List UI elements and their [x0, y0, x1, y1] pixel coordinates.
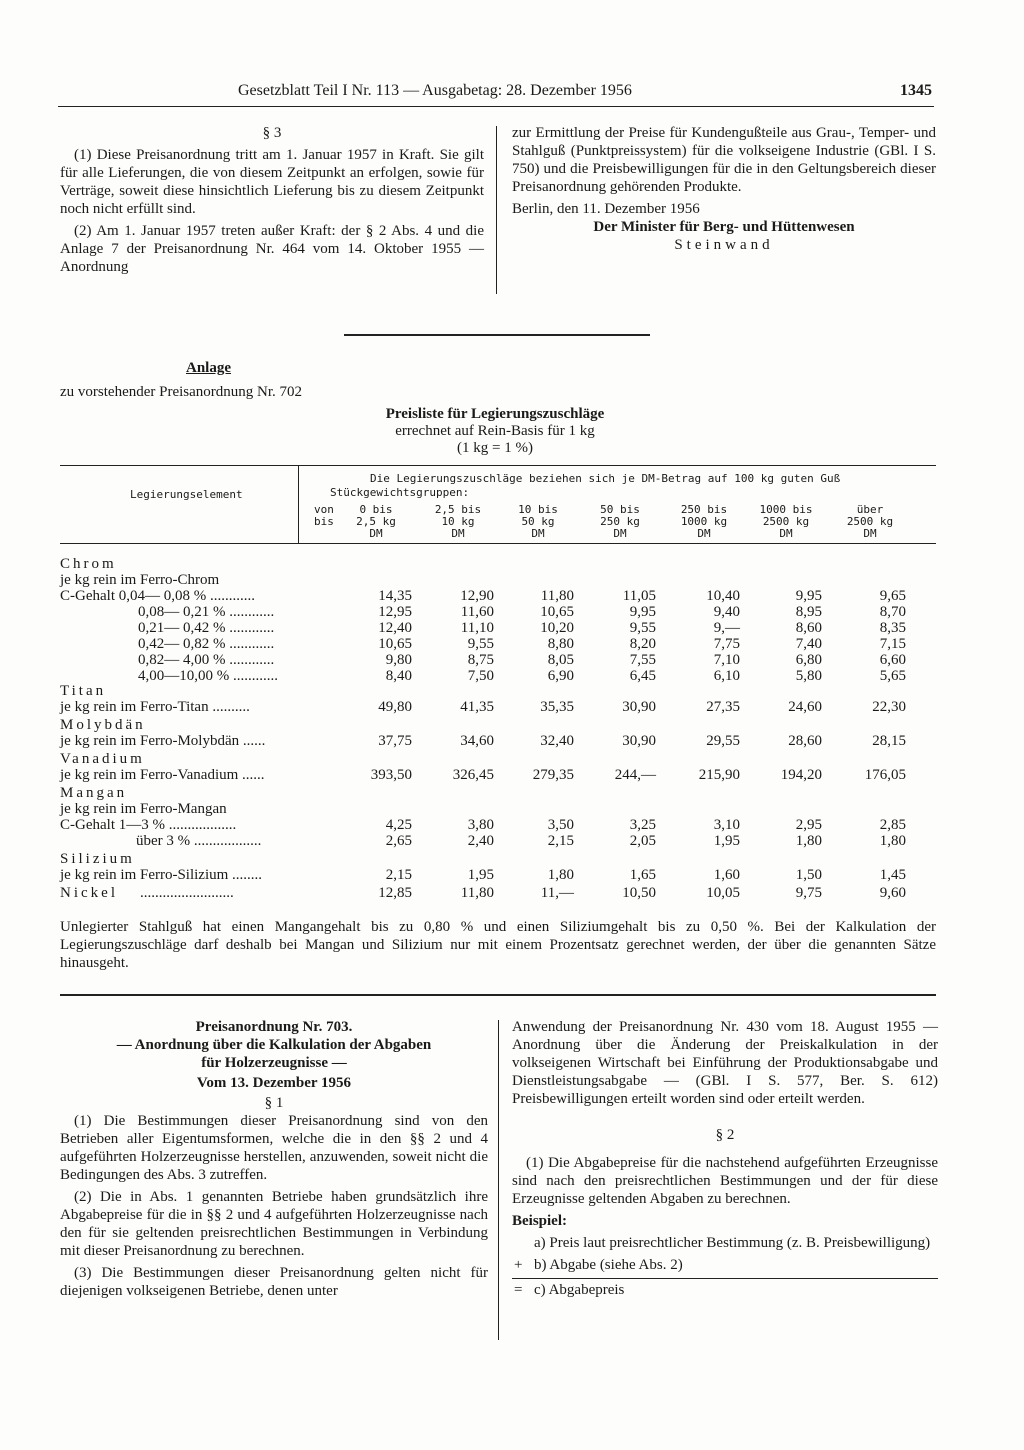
price-cell: 11,05 [622, 588, 656, 604]
von-label: von [314, 503, 334, 516]
price-cell: 9,95 [629, 604, 656, 620]
weight-group-header-2-l3: DM [451, 527, 465, 540]
column-header-element: Legierungselement [130, 488, 243, 501]
group-note: Stückgewichtsgruppen: [330, 486, 470, 499]
price-cell: 10,65 [540, 604, 574, 620]
weight-group-header-1-l3: DM [369, 527, 383, 540]
price-cell: 7,40 [795, 636, 822, 652]
header-rule [58, 106, 934, 107]
price-cell: 9,40 [713, 604, 740, 620]
table-row [60, 604, 936, 621]
price-cell: 2,15 [385, 867, 412, 883]
price-cell: 7,75 [713, 636, 740, 652]
price-cell: 8,40 [385, 668, 412, 684]
price-cell: 2,15 [547, 833, 574, 849]
price-cell: 11,80 [540, 588, 574, 604]
weight-group-header-4-l3: DM [613, 527, 627, 540]
price-cell: 28,60 [788, 733, 822, 749]
titan-group-heading: Titan [60, 683, 107, 699]
table-row [60, 636, 936, 653]
price-cell: 1,50 [795, 867, 822, 883]
price-cell: 9,75 [795, 885, 822, 901]
bis-label: bis [314, 515, 334, 528]
example-line-b-text: b) Abgabe (siehe Abs. 2) [534, 1257, 683, 1273]
price-cell: 8,70 [879, 604, 906, 620]
price-cell: 6,45 [629, 668, 656, 684]
table-row [60, 620, 936, 637]
header-title: Gesetzblatt Teil I Nr. 113 — Ausgabetag: 28. Dezember 1956 [238, 82, 632, 99]
weight-group-header-7-l1: über [856, 503, 884, 516]
price-cell: 11,80 [460, 885, 494, 901]
row-label: C-Gehalt 0,04— 0,08 % ............ [60, 588, 255, 604]
price-cell: 7,50 [467, 668, 494, 684]
table-row [60, 668, 936, 685]
example-line-b [512, 1256, 938, 1274]
table-row [60, 817, 936, 834]
table-row [60, 867, 936, 884]
table-header-divider [298, 466, 299, 544]
row-label: je kg rein im Ferro-Molybdän ...... [60, 733, 266, 749]
section3-title: § 3 [262, 125, 282, 141]
price-cell: 1,95 [713, 833, 740, 849]
example-line-a: a) Preis laut preisrechtlicher Bestimmung (z. B. Preisbewilligung) [534, 1235, 931, 1251]
weight-group-header-6-l2: 2500 kg [762, 515, 810, 528]
section3-left [60, 124, 484, 280]
price-cell: 30,90 [622, 733, 656, 749]
row-label: 4,00—10,00 % ............ [138, 668, 278, 684]
price-cell: 27,35 [706, 699, 740, 715]
price-cell: 7,55 [629, 652, 656, 668]
row-label: C-Gehalt 1—3 % .................. [60, 817, 237, 833]
price-cell: 11,60 [460, 604, 494, 620]
po703-paragraph-2: (2) Die in Abs. 1 genannten Betriebe haben grundsätzlich ihre Abgabepreise für die in §§ 2 und 4 aufgeführten Holzerzeugnisse nach den für sie geltenden preisrechtlichen Bestimmungen in Verbindung mit dieser Preisanordnung zu berechnen. [60, 1189, 488, 1259]
molybdaen-group-heading: Molybdän [60, 717, 146, 733]
price-cell: 28,15 [872, 733, 906, 749]
pricelist-subtitle-1: errechnet auf Rein-Basis für 1 kg [395, 423, 595, 439]
weight-group-header-3-l1: 10 bis [518, 503, 558, 516]
table-row [60, 885, 936, 902]
price-cell: 12,85 [378, 885, 412, 901]
price-cell: 34,60 [460, 733, 494, 749]
nickel-group-heading: Nickel [60, 885, 118, 901]
price-cell: 41,35 [460, 699, 494, 715]
price-cell: 5,80 [795, 668, 822, 684]
weight-group-header-6-l1: 1000 bis [759, 503, 813, 516]
price-cell: 24,60 [788, 699, 822, 715]
table-row [60, 833, 936, 850]
price-cell: 14,35 [378, 588, 412, 604]
po703-continuation: Anwendung der Preisanordnung Nr. 430 vom 18. August 1955 — Anordnung über die Änderung der Preiskalkulation in der volkseigenen Wirtschaft bei Einführung der Produktionsabgabe und Dienstleistungsabgabe — (GBl. I S. 577, Ber. S. 612) Preisbewilligungen erteilt worden sind oder erteilt werden. [512, 1019, 938, 1107]
price-cell: 2,95 [795, 817, 822, 833]
row-label: je kg rein im Ferro-Titan .......... [60, 699, 250, 715]
row-label: 0,82— 4,00 % ............ [138, 652, 275, 668]
price-cell: 8,95 [795, 604, 822, 620]
price-cell: 3,10 [713, 817, 740, 833]
price-cell: 12,95 [378, 604, 412, 620]
row-label: je kg rein im Ferro-Silizium ........ [60, 867, 263, 883]
weight-group-header-7-l3: DM [863, 527, 877, 540]
weight-group-header-5-l1: 250 bis [680, 503, 728, 516]
weight-group-header-7-l2: 2500 kg [846, 515, 894, 528]
price-cell: 1,65 [629, 867, 656, 883]
price-cell: 326,45 [452, 767, 494, 783]
po703-date: Vom 13. Dezember 1956 [196, 1075, 352, 1091]
section3-right [512, 124, 936, 254]
price-cell: 8,20 [629, 636, 656, 652]
price-cell: 12,90 [460, 588, 494, 604]
price-cell: 22,30 [872, 699, 906, 715]
price-cell: 8,75 [467, 652, 494, 668]
mangan-description: je kg rein im Ferro-Mangan [60, 801, 227, 817]
example-line-c-text: c) Abgabepreis [534, 1282, 625, 1298]
price-cell: 1,45 [879, 867, 906, 883]
price-cell: 3,25 [629, 817, 656, 833]
po703-section2-title: § 2 [715, 1127, 735, 1143]
weight-group-header-5-l2: 1000 kg [680, 515, 728, 528]
chrom-description: je kg rein im Ferro-Chrom [60, 572, 220, 588]
table-row [60, 733, 936, 750]
table-footnote: Unlegierter Stahlguß hat einen Mangangehalt bis zu 0,80 % und einen Siliziumgehalt bis zu 0,50 %. Bei der Kalkulation der Legierungszuschläge darf deshalb bei Mangan und Silizium nur mit einem Prozentsatz gerechnet werden, der über die genannten Sätze hinausgeht. [60, 919, 936, 971]
weight-group-header-2-l1: 2,5 bis [434, 503, 482, 516]
po703-title-line-2: — Anordnung über die Kalkulation der Abgaben [116, 1037, 432, 1053]
section-separator [344, 334, 650, 336]
price-cell: 9,55 [629, 620, 656, 636]
mangan-group-heading: Mangan [60, 785, 128, 801]
po703-title: Preisanordnung Nr. 703. [195, 1019, 353, 1035]
table-top-note: Die Legierungszuschläge beziehen sich je DM-Betrag auf 100 kg guten Guß [370, 472, 841, 485]
price-cell: 8,05 [547, 652, 574, 668]
price-cell: 9,— [713, 620, 740, 636]
table-row [60, 652, 936, 669]
price-cell: 12,40 [378, 620, 412, 636]
price-cell: 1,80 [795, 833, 822, 849]
po703-section1-title: § 1 [264, 1095, 284, 1111]
weight-group-header-5-l3: DM [697, 527, 711, 540]
row-label: 0,21— 0,42 % ............ [138, 620, 275, 636]
weight-group-header-6-l3: DM [779, 527, 793, 540]
price-cell: 3,50 [547, 817, 574, 833]
price-cell: 1,60 [713, 867, 740, 883]
po703-paragraph-1: (1) Die Bestimmungen dieser Preisanordnung sind von den Betrieben aller Eigentumsformen, welche die in den §§ 2 und 4 aufgeführten Holzerzeugnisse herstellen, anzuwenden, soweit nicht die Bedingungen des Abs. 3 zutreffen. [60, 1113, 488, 1183]
page-header [0, 82, 1024, 104]
vanadium-group-heading: Vanadium [60, 751, 145, 767]
price-cell: 6,80 [795, 652, 822, 668]
po703-title-line-3: für Holzerzeugnisse — [201, 1055, 347, 1071]
price-cell: 6,60 [879, 652, 906, 668]
weight-group-header-3-l2: 50 kg [521, 515, 555, 528]
price-cell: 393,50 [370, 767, 412, 783]
weight-group-header-4-l2: 250 kg [600, 515, 640, 528]
column-divider-lower [498, 1020, 499, 1340]
plus-sign: + [514, 1257, 523, 1273]
table-header-bottom-rule [60, 543, 936, 544]
row-label: 0,08— 0,21 % ............ [138, 604, 275, 620]
row-label: je kg rein im Ferro-Vanadium ...... [60, 767, 265, 783]
price-cell: 4,25 [385, 817, 412, 833]
price-cell: 215,90 [698, 767, 740, 783]
example-line-c [512, 1278, 938, 1299]
bottom-separator [60, 994, 936, 996]
example-label: Beispiel: [512, 1213, 567, 1229]
weight-group-header-1-l1: 0 bis [359, 503, 393, 516]
price-cell: 10,65 [378, 636, 412, 652]
row-label: ......................... [140, 885, 234, 901]
price-cell: 11,— [540, 885, 574, 901]
row-label: 0,42— 0,82 % ............ [138, 636, 275, 652]
price-cell: 10,50 [622, 885, 656, 901]
po703-right [512, 1018, 938, 1299]
weight-group-header-4-l1: 50 bis [600, 503, 640, 516]
anlage-subtitle: zu vorstehender Preisanordnung Nr. 702 [60, 384, 303, 400]
price-cell: 244,— [614, 767, 656, 783]
column-divider [496, 126, 497, 294]
price-cell: 5,65 [879, 668, 906, 684]
price-cell: 10,05 [706, 885, 740, 901]
price-cell: 30,90 [622, 699, 656, 715]
price-cell: 29,55 [706, 733, 740, 749]
price-cell: 3,80 [467, 817, 494, 833]
price-cell: 8,60 [795, 620, 822, 636]
signature-name: Steinwand [674, 237, 774, 253]
price-cell: 9,55 [467, 636, 494, 652]
price-cell: 10,20 [540, 620, 574, 636]
price-cell: 2,40 [467, 833, 494, 849]
price-cell: 11,10 [460, 620, 494, 636]
table-top-rule [60, 465, 936, 466]
silizium-group-heading: Silizium [60, 851, 135, 867]
pricelist-title: Preisliste für Legierungszuschläge [385, 406, 605, 422]
table-row [60, 767, 936, 784]
price-cell: 32,40 [540, 733, 574, 749]
price-cell: 49,80 [378, 699, 412, 715]
table-row [60, 699, 936, 716]
signature-minister: Der Minister für Berg- und Hüttenwesen [593, 219, 855, 235]
weight-group-header-1-l2: 2,5 kg [356, 515, 396, 528]
price-cell: 9,65 [879, 588, 906, 604]
price-cell: 8,80 [547, 636, 574, 652]
price-cell: 1,80 [879, 833, 906, 849]
price-cell: 176,05 [864, 767, 906, 783]
section3-continuation: zur Ermittlung der Preise für Kundengußteile aus Grau-, Temper- und Stahlguß (Punktpreissystem) für die volkseigene Industrie (GBl. I S. 750) und die Preisbewilligungen für die in den Geltungsbereich dieser Preisanordnung gehörenden Produkte. [512, 125, 936, 195]
section3-paragraph-1: (1) Diese Preisanordnung tritt am 1. Januar 1957 in Kraft. Sie gilt für alle Lieferungen, die von diesem Zeitpunkt an erfolgen, sowie für Verträge, soweit diese hinsichtlich Lieferung bis zu diesem Zeitpunkt noch nicht erfüllt sind. [60, 147, 484, 217]
price-cell: 6,10 [713, 668, 740, 684]
price-cell: 7,10 [713, 652, 740, 668]
price-cell: 2,65 [385, 833, 412, 849]
equals-sign: = [514, 1282, 523, 1298]
table-row [60, 588, 936, 605]
chrom-group-heading: Chrom [60, 556, 117, 572]
price-cell: 8,35 [879, 620, 906, 636]
section3-paragraph-2: (2) Am 1. Januar 1957 treten außer Kraft: der § 2 Abs. 4 und die Anlage 7 der Preisanordnung Nr. 464 vom 14. Oktober 1955 — Anordnung [60, 223, 484, 275]
price-cell: 194,20 [780, 767, 822, 783]
price-cell: 9,80 [385, 652, 412, 668]
price-cell: 9,60 [879, 885, 906, 901]
price-cell: 279,35 [532, 767, 574, 783]
anlage-title: Anlage [186, 360, 231, 376]
po703-section2-paragraph: (1) Die Abgabepreise für die nachstehend aufgeführten Erzeugnisse sind nach den preisrechtlichen Bestimmungen und der für diese Erzeugnisse geltenden Abgaben zu berechnen. [512, 1155, 938, 1207]
price-cell: 35,35 [540, 699, 574, 715]
pricelist-subtitle-2: (1 kg = 1 %) [457, 440, 533, 456]
weight-group-header-3-l3: DM [531, 527, 545, 540]
po703-left [60, 1018, 488, 1304]
po703-paragraph-3: (3) Die Bestimmungen dieser Preisanordnung gelten nicht für diejenigen volkseigenen Betriebe, denen unter [60, 1265, 488, 1299]
price-cell: 9,95 [795, 588, 822, 604]
price-cell: 10,40 [706, 588, 740, 604]
signature-place-date: Berlin, den 11. Dezember 1956 [512, 201, 700, 217]
price-cell: 6,90 [547, 668, 574, 684]
price-cell: 2,05 [629, 833, 656, 849]
price-cell: 7,15 [879, 636, 906, 652]
weight-group-header-2-l2: 10 kg [441, 515, 475, 528]
price-cell: 37,75 [378, 733, 412, 749]
page-number: 1345 [900, 82, 932, 99]
price-cell: 2,85 [879, 817, 906, 833]
row-label: über 3 % .................. [136, 833, 262, 849]
price-cell: 1,80 [547, 867, 574, 883]
price-cell: 1,95 [467, 867, 494, 883]
